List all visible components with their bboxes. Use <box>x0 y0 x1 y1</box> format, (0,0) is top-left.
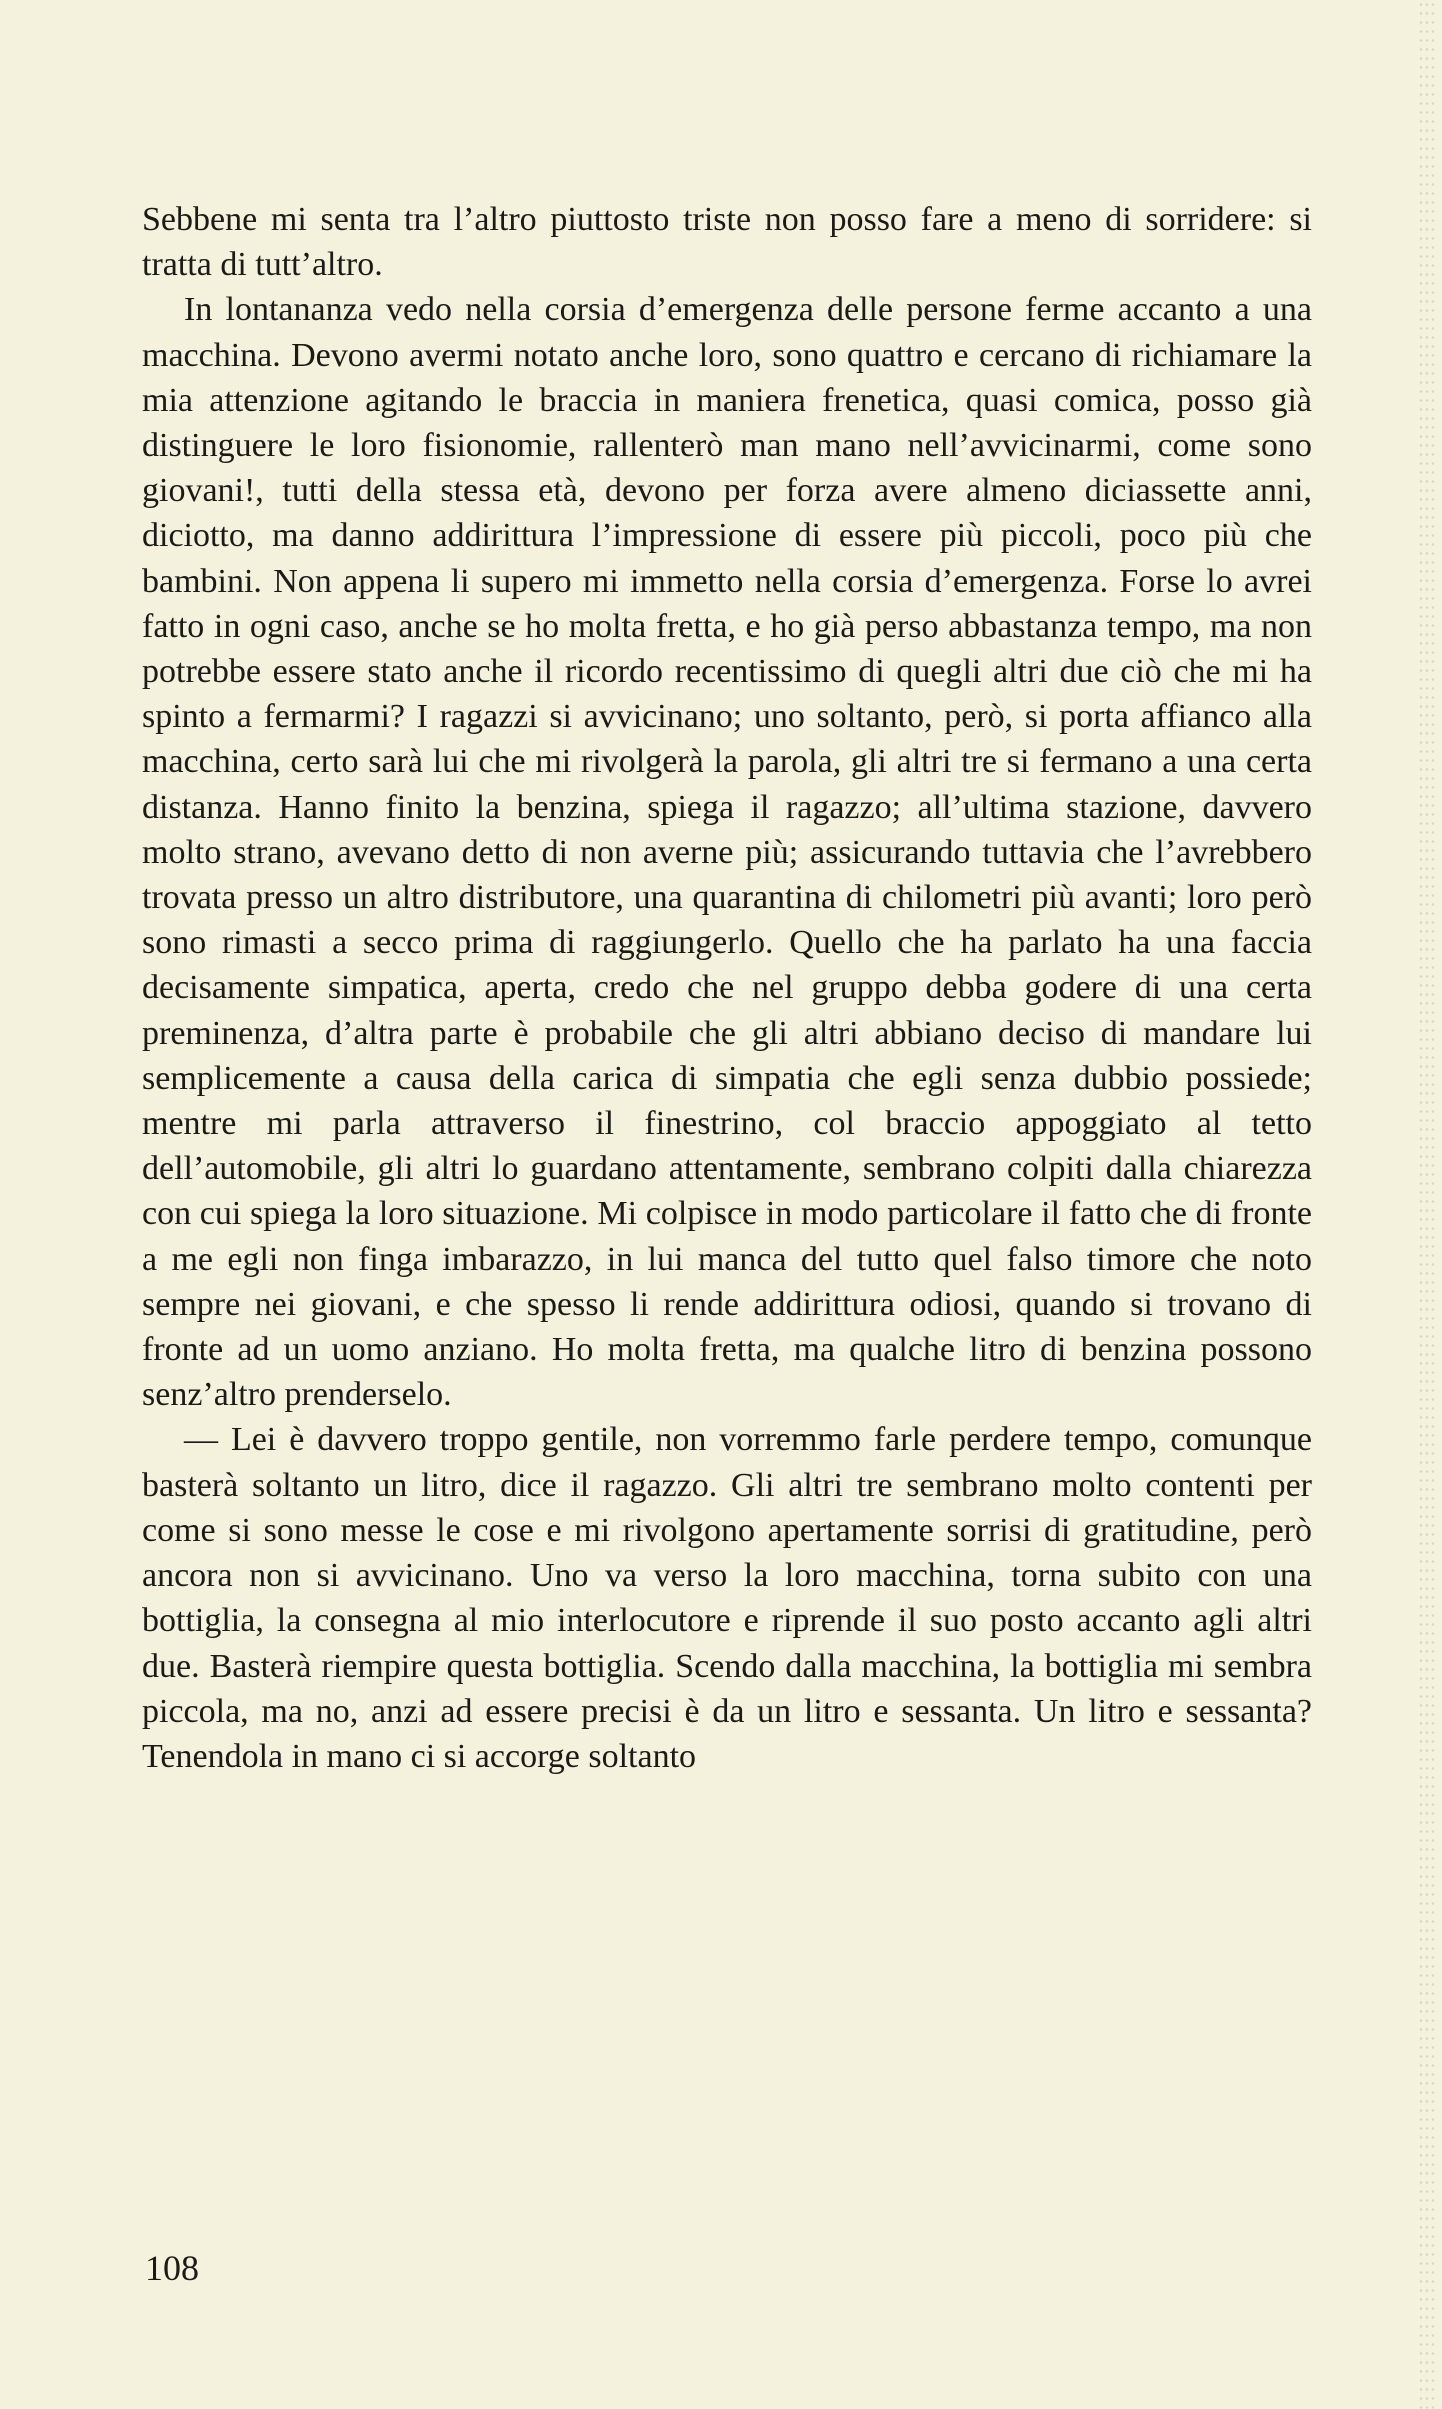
page-number: 108 <box>145 2248 199 2288</box>
paragraph-3: — Lei è davvero troppo gentile, non vorremmo farle perdere tempo, comunque basterà soltanto un litro, dice il ragazzo. Gli altri tre sembrano molto contenti per come si sono messe le cose e mi rivolgono apertamente sorrisi di gratitudine, però ancora non si avvicinano. Uno va verso la loro macchina, torna subito con una bottiglia, la consegna al mio interlocutore e riprende il suo posto accanto agli altri due. Basterà riempire questa bottiglia. Scendo dalla macchina, la bottiglia mi sembra piccola, ma no, anzi ad essere precisi è da un litro e sessanta. Un litro e sessanta? Tenendola in mano ci si accorge soltanto <box>142 1421 1312 1775</box>
body-text <box>142 197 1312 1779</box>
page-edge-texture <box>1418 0 1436 2409</box>
paragraph-1: Sebbene mi senta tra l’altro piuttosto triste non posso fare a meno di sorridere: si tratta di tutt’altro. <box>142 201 1312 284</box>
paragraph-2: In lontananza vedo nella corsia d’emergenza delle persone ferme accanto a una macchina. Devono avermi notato anche loro, sono quattro e cercano di richiamare la mia attenzione agitando le braccia in maniera frenetica, quasi comica, posso già distinguere le loro fisionomie, rallenterò man mano nell’avvicinarmi, come sono giovani!, tutti della stessa età, devono per forza avere almeno diciassette anni, diciotto, ma danno addirittura l’impressione di essere più piccoli, poco più che bambini. Non appena li supero mi immetto nella corsia d’emergenza. Forse lo avrei fatto in ogni caso, anche se ho molta fretta, e ho già perso abbastanza tempo, ma non potrebbe essere stato anche il ricordo recentissimo di quegli altri due ciò che mi ha spinto a fermarmi? I ragazzi si avvicinano; uno soltanto, però, si porta affianco alla macchina, certo sarà lui che mi rivolgerà la parola, gli altri tre si fermano a una certa distanza. Hanno finito la benzina, spiega il ragazzo; all’ultima stazione, davvero molto strano, avevano detto di non averne più; assicurando tuttavia che l’avrebbero trovata presso un altro distributore, una quarantina di chilometri più avanti; loro però sono rimasti a secco prima di raggiungerlo. Quello che ha parlato ha una faccia decisamente simpatica, aperta, credo che nel gruppo debba godere di una certa preminenza, d’altra parte è probabile che gli altri abbiano deciso di mandare lui semplicemente a causa della carica di simpatia che egli senza dubbio possiede; mentre mi parla attraverso il finestrino, col braccio appoggiato al tetto dell’automobile, gli altri lo guardano attentamente, sembrano colpiti dalla chiarezza con cui spiega la loro situazione. Mi colpisce in modo particolare il fatto che di fronte a me egli non finga imbarazzo, in lui manca del tutto quel falso timore che noto sempre nei giovani, e che spesso li rende addirittura odiosi, quando si trovano di fronte ad un uomo anziano. Ho molta fretta, ma qualche litro di benzina possono senz’altro prenderselo. <box>142 291 1312 1414</box>
